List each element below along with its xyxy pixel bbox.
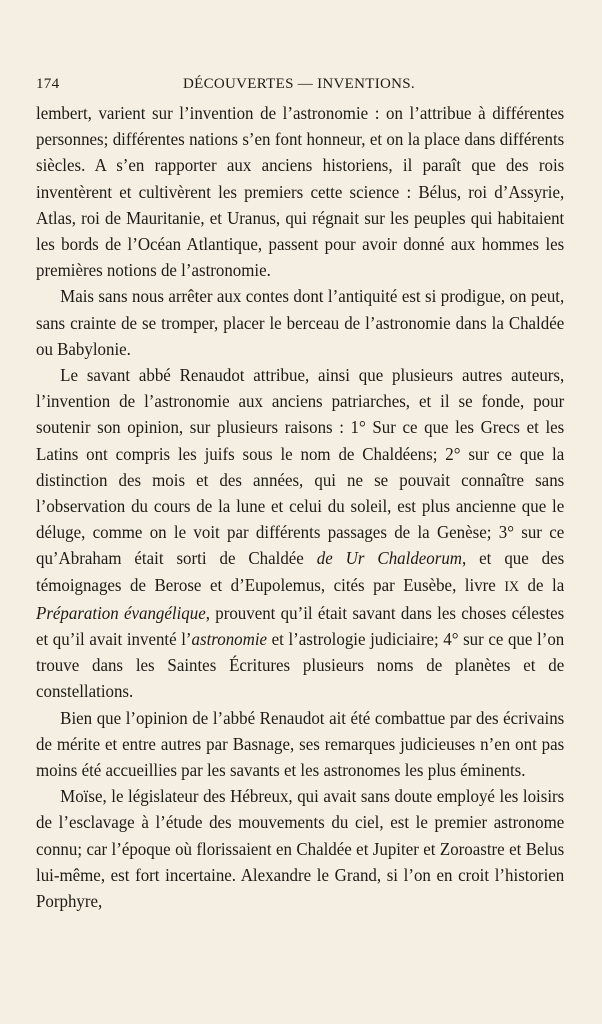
italic-text: astronomie bbox=[191, 629, 268, 650]
text-segment: Le savant abbé Renaudot attribue, ainsi que plusieurs autres auteurs, l’invention de l’astronomie aux anciens patriarches, et il se fonde, pour soutenir son opinion, sur plusieurs raisons : 1° Sur ce que les Grecs et les Latins ont compris les juifs sous le nom de Chaldéens; 2° sur ce que la distinction des mois et des années, qui ne se pouvait connaître sans l’observation du cours de la lune et celui du soleil, est plus ancienne que le déluge, comme on le voit par différents passages de la Genèse; 3° sur ce qu’Abraham était sorti de Chaldée bbox=[36, 365, 565, 569]
paragraph-p2 bbox=[36, 283, 564, 362]
italic-text: Préparation évangélique bbox=[36, 602, 206, 623]
paragraph-p5 bbox=[36, 783, 564, 914]
running-head: DÉCOUVERTES — INVENTIONS. bbox=[182, 76, 415, 92]
body-text bbox=[36, 100, 564, 914]
text-segment: , prouvent qu’il était savant dans les choses célestes et qu’il avait inventé l’ bbox=[36, 602, 565, 650]
italic-text: de Ur Chaldeorum bbox=[316, 548, 462, 569]
text-segment: Bien que l’opinion de l’abbé Renaudot ait été combattue par des écrivains de mérite et entre autres par Basnage, ses remarques judicieuses n’en ont pas moins été accueillies par les savants et les astronomes les plus éminents. bbox=[36, 707, 565, 781]
text-segment: , et que des témoignages de Berose et d’Eupolemus, cités par Eusèbe, livre bbox=[36, 548, 565, 595]
text-segment: de la bbox=[519, 574, 565, 595]
text-segment: Moïse, le législateur des Hébreux, qui avait sans doute employé les loisirs de l’esclavage à l’étude des mouvements du ciel, est le premier astronome connu; car l’époque où florissaient en Chaldée et Jupiter et Zoroastre et Belus lui-même, est fort incertaine. Alexandre le Grand, si l’on en croit l’historien Porphyre, bbox=[36, 786, 565, 912]
text-segment: Mais sans nous arrêter aux contes dont l’antiquité est si prodigue, on peut, sans crainte de se tromper, placer le berceau de l’astronomie dans la Chaldée ou Babylonie. bbox=[36, 286, 565, 359]
page-number: 174 bbox=[36, 76, 60, 92]
paragraph-p4 bbox=[36, 705, 564, 784]
paragraph-p3 bbox=[36, 362, 564, 705]
text-segment: IX bbox=[504, 578, 520, 595]
paragraph-p1 bbox=[36, 100, 564, 283]
text-segment: lembert, varient sur l’invention de l’astronomie : on l’attribue à différentes personnes; différentes nations s’en font honneur, et on la place dans différents siècles. A s’en rapporter aux anciens historiens, il paraît que des rois inventèrent et cultivèrent les premiers cette science : Bélus, roi d’Assyrie, Atlas, roi de Mauritanie, et Uranus, qui régnait sur les peuples qui habitaient les bords de l’Océan Atlantique, passent pour avoir donné aux hommes les premières notions de l’astronomie. bbox=[36, 103, 565, 281]
text-segment: et l’astrologie judiciaire; 4° sur ce que l’on trouve dans les Saintes Écritures plusieurs noms de planètes et de constellations. bbox=[36, 629, 565, 702]
page-header bbox=[36, 76, 562, 98]
